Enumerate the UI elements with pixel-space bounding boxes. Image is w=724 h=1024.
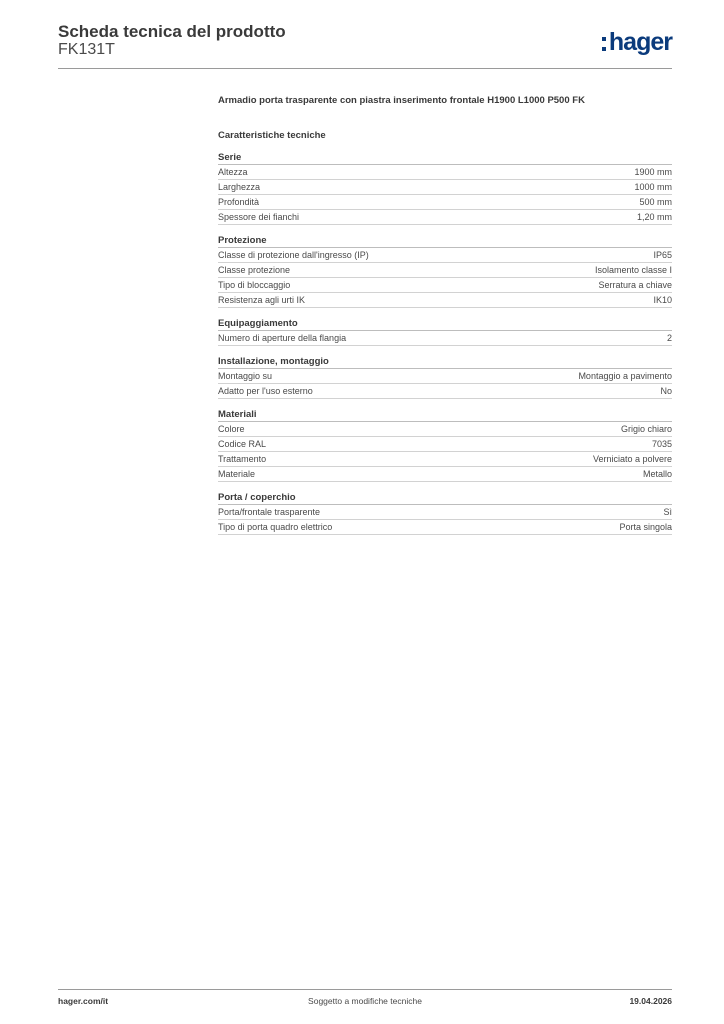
spec-value: 1900 mm (634, 167, 672, 177)
document-title: Scheda tecnica del prodotto (58, 22, 286, 41)
spec-label: Tipo di bloccaggio (218, 280, 291, 290)
spec-row (218, 422, 672, 437)
spec-label: Codice RAL (218, 439, 267, 449)
footer-notice: Soggetto a modifiche tecniche (308, 996, 422, 1006)
footer-date: 19.04.2026 (629, 996, 672, 1006)
spec-group (218, 355, 672, 399)
spec-row (218, 195, 672, 210)
logo-dots-icon (602, 37, 606, 51)
logo-text: hager (608, 28, 672, 56)
footer-website[interactable]: hager.com/it (58, 996, 109, 1006)
spec-group (218, 317, 672, 346)
spec-value: 1000 mm (634, 182, 672, 192)
spec-label: Montaggio su (218, 371, 273, 381)
spec-row (218, 369, 672, 384)
spec-row (218, 293, 672, 308)
spec-row (218, 165, 672, 180)
spec-value: No (660, 386, 672, 396)
spec-label: Classe di protezione dall'ingresso (IP) (218, 250, 369, 260)
footer-divider (58, 989, 672, 990)
spec-value: Isolamento classe I (594, 265, 672, 275)
spec-label: Spessore dei fianchi (218, 212, 300, 222)
main-content (218, 94, 672, 544)
spec-row (218, 278, 672, 293)
spec-row (218, 467, 672, 482)
spec-row (218, 520, 672, 535)
spec-label: Larghezza (218, 182, 261, 192)
product-description: Armadio porta trasparente con piastra inserimento frontale H1900 L1000 P500 FK (218, 95, 585, 106)
spec-label: Tipo di porta quadro elettrico (218, 522, 333, 532)
spec-value: Sì (663, 507, 672, 517)
spec-row (218, 452, 672, 467)
spec-label: Profondità (218, 197, 260, 207)
spec-value: Montaggio a pavimento (578, 371, 672, 381)
spec-group-title: Protezione (218, 234, 672, 248)
hager-logo (602, 28, 672, 56)
spec-value: Porta singola (619, 522, 672, 532)
spec-group (218, 491, 672, 535)
spec-group-title: Equipaggiamento (218, 317, 672, 331)
spec-label: Altezza (218, 167, 248, 177)
spec-value: 2 (666, 333, 672, 343)
spec-label: Trattamento (218, 454, 267, 464)
spec-value: Verniciato a polvere (592, 454, 672, 464)
spec-group-title: Materiali (218, 408, 672, 422)
spec-value: 1,20 mm (636, 212, 672, 222)
spec-label: Materiale (218, 469, 256, 479)
spec-value: IK10 (653, 295, 672, 305)
spec-value: Serratura a chiave (598, 280, 672, 290)
spec-group (218, 234, 672, 308)
spec-row (218, 331, 672, 346)
spec-label: Adatto per l'uso esterno (218, 386, 313, 396)
spec-groups (218, 151, 672, 535)
product-code: FK131T (58, 41, 115, 58)
page-footer (58, 996, 672, 1010)
spec-row (218, 263, 672, 278)
header-divider (58, 68, 672, 69)
spec-row (218, 505, 672, 520)
spec-value: IP65 (653, 250, 672, 260)
spec-row (218, 437, 672, 452)
spec-value: Grigio chiaro (620, 424, 672, 434)
spec-label: Porta/frontale trasparente (218, 507, 321, 517)
spec-label: Colore (218, 424, 245, 434)
spec-value: Metallo (642, 469, 672, 479)
spec-row (218, 210, 672, 225)
spec-label: Numero di aperture della flangia (218, 333, 347, 343)
spec-value: 7035 (651, 439, 672, 449)
spec-group-title: Porta / coperchio (218, 491, 672, 505)
spec-value: 500 mm (639, 197, 672, 207)
spec-group-title: Installazione, montaggio (218, 355, 672, 369)
spec-group (218, 151, 672, 225)
spec-group-title: Serie (218, 151, 672, 165)
spec-label: Resistenza agli urti IK (218, 295, 306, 305)
spec-label: Classe protezione (218, 265, 291, 275)
page-header (58, 20, 672, 70)
spec-row (218, 384, 672, 399)
spec-row (218, 180, 672, 195)
section-title: Caratteristiche tecniche (218, 130, 326, 141)
spec-group (218, 408, 672, 482)
spec-row (218, 248, 672, 263)
